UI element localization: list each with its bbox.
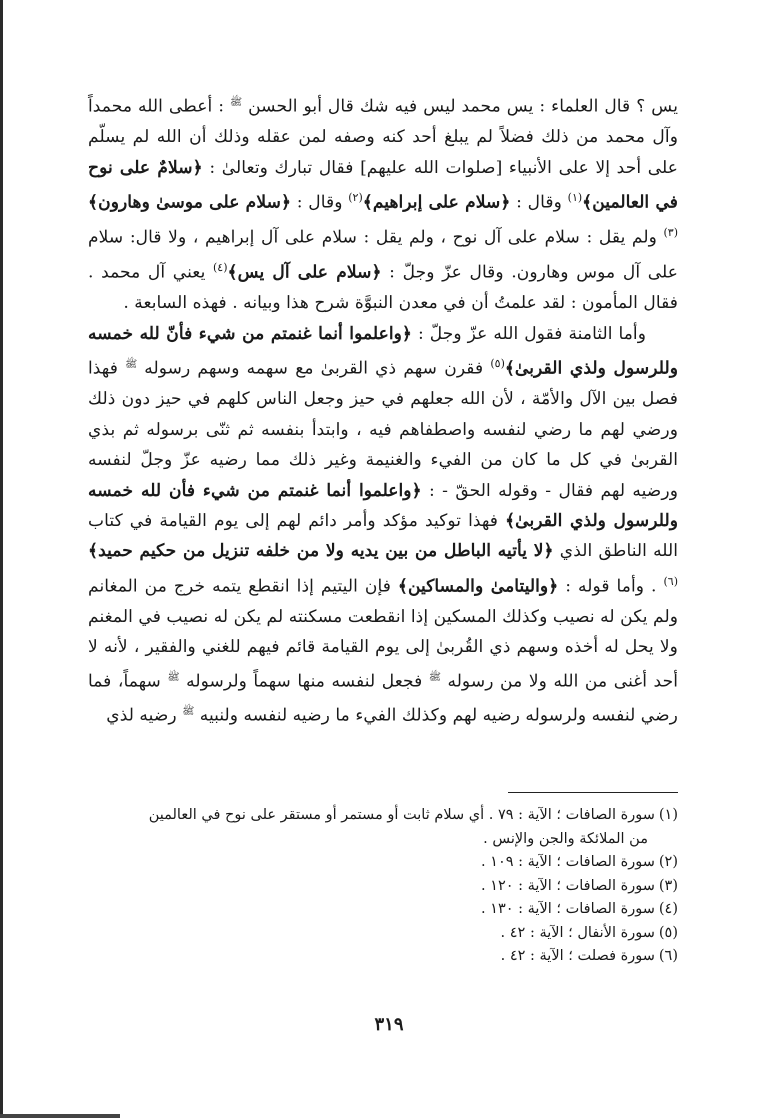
footnote-item xyxy=(78,875,678,899)
footnote-number: (٦) xyxy=(658,948,678,964)
footnotes xyxy=(78,804,678,969)
text-run: . وأما قوله : xyxy=(565,576,657,597)
footnote-item xyxy=(78,828,678,852)
footnote-number: (١) xyxy=(658,807,678,823)
footnote-text: سورة الصافات ؛ الآية : ١٣٠ . xyxy=(480,901,655,917)
text-run: ولم يقل : سلام على آل نوح ، ولم يقل : سلام على آل إبراهيم ، ولا قال: سلام على آل موس وهارون. وقال عزّ وجلّ : xyxy=(88,227,678,283)
text-run: وقال : xyxy=(516,192,562,213)
quran-quote: ﴿سلامٌ على نوح في العالمين﴾ xyxy=(88,157,678,213)
quran-quote: ﴿سلام على إبراهيم﴾ xyxy=(362,192,511,213)
footnote-ref: (٢) xyxy=(348,190,363,204)
salawat-mark: ﷺ xyxy=(125,359,138,371)
footnote-number: (٤) xyxy=(658,901,678,917)
page-number: ٣١٩ xyxy=(374,1014,404,1035)
text-run: فهذا فصل بين الآل والأمّة ، لأن الله جعلهم في حيز وجعل الناس كلهم في حيز دون ذلك ورضي لهم ما رضي لنفسه واصطفاهم فيه ، وابتدأ بنفسه ثم ثنّى برسوله ثم بذي القربىٰ في كل ما كان من الفيء والغنيمة وغير ذلك مما رضيه عزّ وجلّ لنفسه ورضيه لهم فقال - وقوله الحقّ - : xyxy=(88,358,678,501)
salawat-mark: ﷺ xyxy=(428,671,441,683)
salawat-mark: ﷺ xyxy=(182,705,195,717)
footnote-number: (٢) xyxy=(658,854,678,870)
footnote-text: من الملائكة والجن والإنس . xyxy=(483,830,648,847)
footnote-item xyxy=(78,945,678,969)
text-run: وقال : xyxy=(296,192,343,213)
footnote-text: سورة الصافات ؛ الآية : ٧٩ . أي سلام ثابت أو مستمر أو مستقر على نوح في العالمين xyxy=(148,807,655,823)
footnote-text: سورة فصلت ؛ الآية : ٤٢ . xyxy=(500,948,655,964)
footnote-item xyxy=(78,804,678,828)
paragraph-1 xyxy=(88,88,678,319)
text-run: يس ؟ قال العلماء : يس محمد ليس فيه شك قال أبو الحسن xyxy=(248,96,678,117)
text-run: رضيه لذي xyxy=(106,705,177,726)
salawat-mark: ﷺ xyxy=(230,97,243,108)
footnote-number: (٥) xyxy=(658,924,678,941)
paragraph-2 xyxy=(88,319,678,731)
text-run: فهذا توكيد مؤكد وأمر دائم لهم إلى يوم القيامة في كتاب الله الناطق الذي xyxy=(88,510,679,562)
quran-quote: ﴿واليتامىٰ والمساكين﴾ xyxy=(397,576,559,597)
footnote-item xyxy=(78,898,678,922)
quran-quote: ﴿لا يأتيه الباطل من بين يديه ولا من خلفه تنزيل من حكيم حميد﴾ xyxy=(88,541,554,562)
quran-quote: ﴿واعلموا أنما غنمتم من شيء فأنّ لله خمسه وللرسول ولذي القربىٰ﴾ xyxy=(88,323,678,379)
footnote-text: سورة الصافات ؛ الآية : ١٢٠ . xyxy=(480,877,655,894)
text-run: وأما الثامنة فقول الله عزّ وجلّ : xyxy=(417,323,646,344)
quran-quote: ﴿سلام على موسىٰ وهارون﴾ xyxy=(88,192,292,213)
salawat-mark: ﷺ xyxy=(167,671,180,683)
scan-edge xyxy=(0,0,3,1118)
footnote-ref: (٣) xyxy=(663,226,678,240)
text-run: يعني آل محمد . فقال المأمون : لقد علمتُ أن في معدن النبوَّة شرح هذا وبيانه . فهذه السابعة . xyxy=(88,262,678,314)
footnote-text: سورة الصافات ؛ الآية : ١٠٩ . xyxy=(480,854,655,870)
text-run: فقرن سهم ذي القربىٰ مع سهمه وسهم رسوله xyxy=(144,358,484,379)
text-run: فإن اليتيم إذا انقطع يتمه خرج من المغانم ولم يكن له نصيب وكذلك المسكين إذا انقطعت مسكنته لم يكن له نصيب في المغنم ولا يحل له أخذه وسهم ذي القُربىٰ إلى يوم القيامة قائم فيهم للغني والفقير ، لأنه لا أحد أغنى من الله ولا من رسوله xyxy=(88,576,678,692)
footnote-number: (٣) xyxy=(658,877,678,894)
footnote-ref: (٥) xyxy=(490,357,505,371)
text-run: : أعطى الله محمداً وآل محمد من ذلك فضلاً لم يبلغ أحد كنه وصفه لمن عقله وذلك أن الله لم يسلّم على أحد إلا على الأنبياء [صلوات الله عليهم] فقال تبارك وتعالىٰ : xyxy=(88,96,679,178)
main-text xyxy=(88,88,678,731)
text-run: سهماً، فما رضي لنفسه ولرسوله رضيه لهم وكذلك الفيء ما رضيه لنفسه ولنبيه xyxy=(88,671,678,726)
quran-quote: ﴿سلام على آل يس﴾ xyxy=(227,262,382,283)
footnote-item xyxy=(78,851,678,875)
text-run: فجعل لنفسه منها سهماً ولرسوله xyxy=(186,671,423,692)
footnote-item xyxy=(78,922,678,946)
footnote-ref: (٤) xyxy=(213,261,228,275)
footnote-separator xyxy=(508,792,678,793)
footnote-text: سورة الأنفال ؛ الآية : ٤٢ . xyxy=(500,924,655,941)
quran-quote: ﴿واعلموا أنما غنمتم من شيء فأن لله خمسه وللرسول ولذي القربىٰ﴾ xyxy=(88,480,679,531)
scan-edge xyxy=(0,1114,120,1118)
footnote-ref: (١) xyxy=(567,190,583,204)
footnote-ref: (٦) xyxy=(663,574,679,588)
